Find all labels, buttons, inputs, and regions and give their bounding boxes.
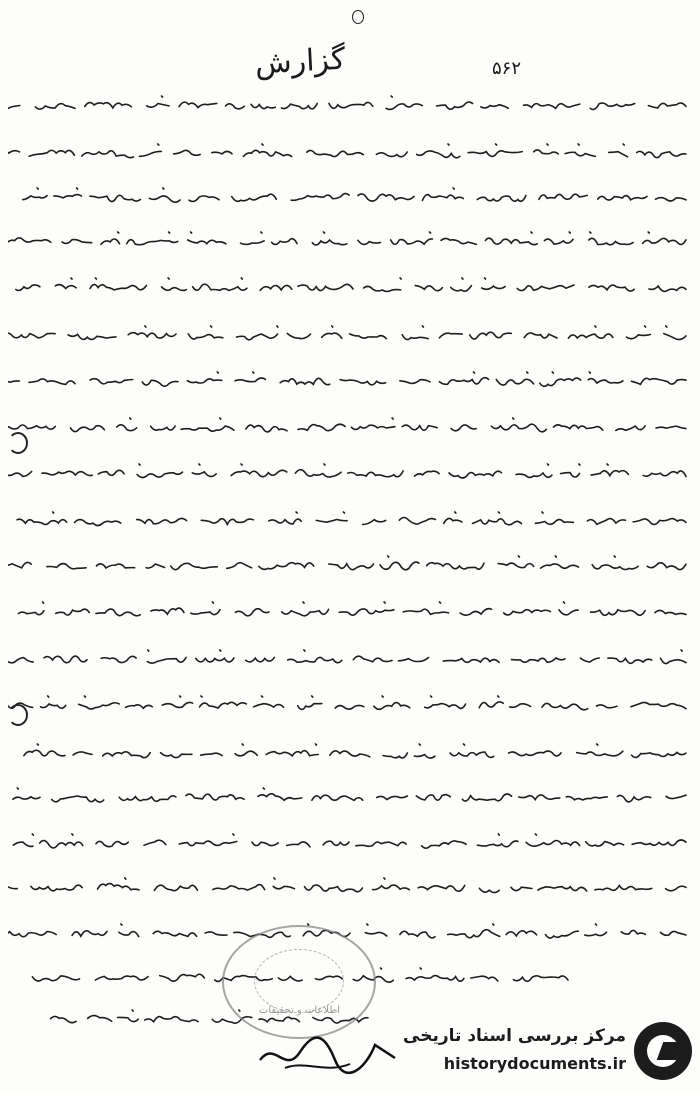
handwritten-line [8, 226, 692, 252]
handwritten-line [8, 412, 692, 438]
watermark-title: مرکز بررسی اسناد تاریخی [403, 1026, 626, 1046]
handwritten-line [8, 550, 692, 576]
stamp-text: اطلاعات و تحقیقات [258, 1005, 341, 1016]
handwritten-line [8, 828, 692, 854]
handwritten-line [8, 182, 692, 208]
margin-circle-mark [8, 432, 28, 454]
handwritten-line [8, 690, 692, 716]
handwritten-line [8, 272, 692, 298]
page-number: ۵۶۲ [492, 58, 522, 79]
handwritten-line [8, 320, 692, 346]
handwritten-line [8, 782, 692, 808]
archive-logo-icon [634, 1022, 692, 1080]
watermark-url: historydocuments.ir [443, 1054, 626, 1073]
document-title: گزارش [254, 41, 347, 82]
handwritten-line [8, 458, 692, 484]
handwritten-line [8, 90, 692, 116]
official-stamp [222, 925, 376, 1039]
handwritten-line [8, 366, 692, 392]
handwritten-line [8, 596, 692, 622]
handwritten-line [8, 138, 692, 164]
margin-circle-mark [8, 704, 28, 726]
archive-watermark [392, 1020, 692, 1086]
handwritten-line [8, 872, 692, 898]
handwritten-signature [255, 1030, 405, 1080]
handwritten-line [8, 644, 692, 670]
stamp-emblem [254, 949, 344, 1013]
handwritten-line [8, 738, 692, 764]
handwritten-line [8, 506, 692, 532]
